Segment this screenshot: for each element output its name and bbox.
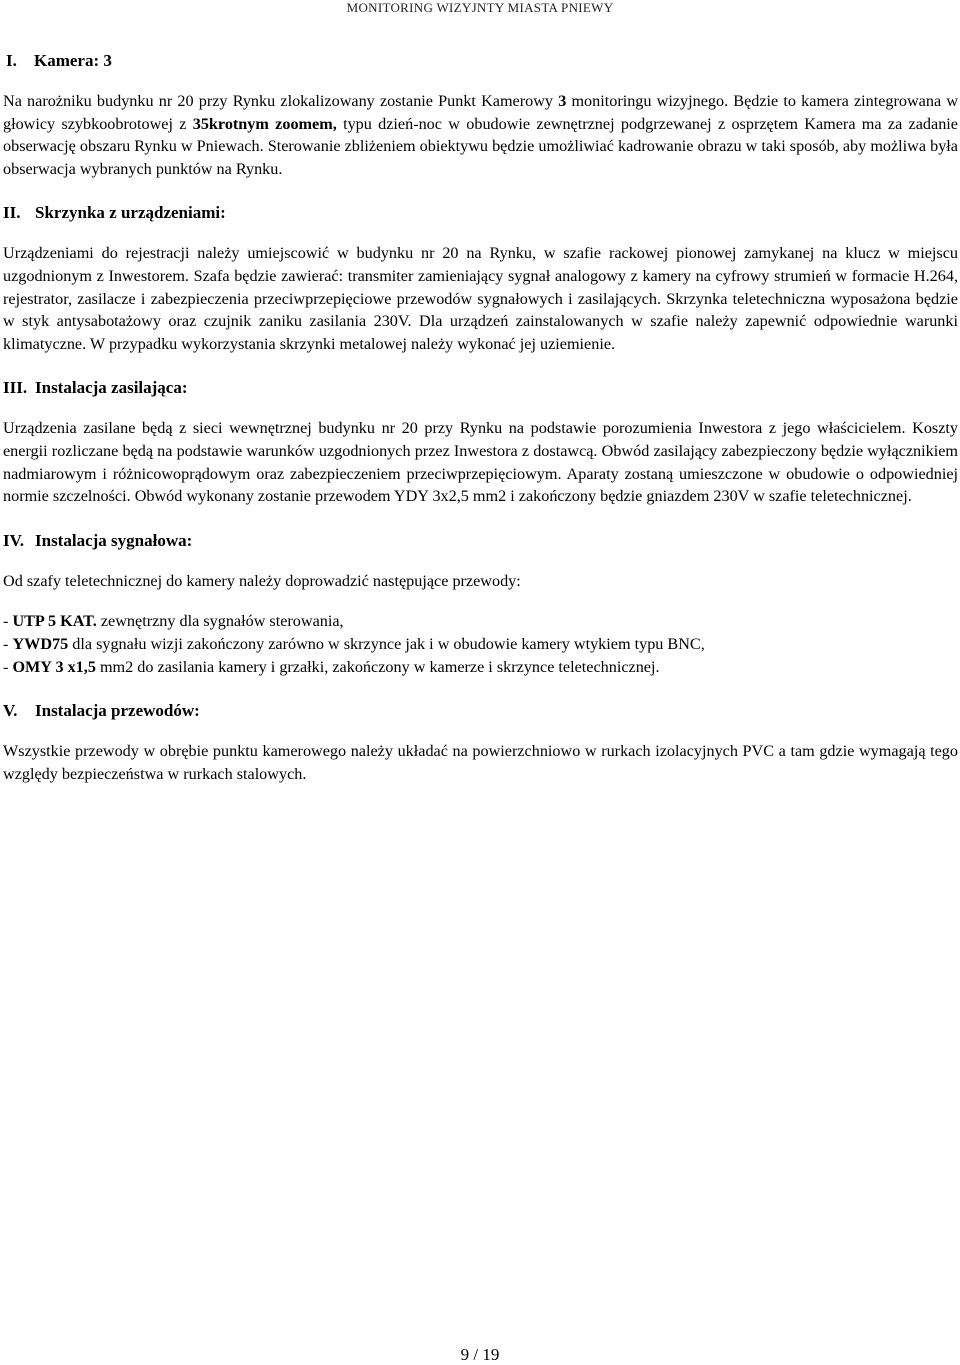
section-number: II. — [3, 203, 21, 223]
list-item — [3, 656, 958, 679]
section-power — [3, 377, 958, 507]
text-run: mm2 do zasilania kamery i grzałki, zakończony w kamerze i skrzynce teletechnicznej. — [95, 657, 660, 676]
section-paragraph: Urządzenia zasilane będą z sieci wewnętrznej budynku nr 20 przy Rynku na podstawie porozumienia Inwestora z jego właścicielem. Koszty energii rozliczane będą na podstawie warunków uzgodnionych przez Inwestora z dostawcą. Obwód zasilający zabezpieczony będzie wyłącznikiem nadmiarowym i różnicowoprądowym oraz zabezpieczeniem przeciwprzepięciowym. Aparaty zostaną umieszczone w obudowie o odpowiedniej normie szczelności. Obwód wykonany zostanie przewodem YDY 3x2,5 mm2 i zakończony będzie gniazdem 230V w szafie teletechnicznej. — [3, 419, 958, 506]
bold-text: UTP 5 KAT. — [12, 612, 97, 631]
section-title: Kamera: 3 — [34, 51, 112, 70]
section-title: Instalacja sygnałowa: — [35, 530, 193, 550]
bold-text: 3 — [558, 92, 567, 110]
section-title: Skrzynka z urządzeniami: — [35, 203, 226, 223]
text-run: dla sygnału wizji zakończony zarówno w skrzynce jak i w obudowie kamery wtykiem typu BNC, — [68, 634, 705, 653]
section-number: IV. — [3, 530, 24, 550]
section-number: III. — [3, 378, 28, 398]
section-heading — [3, 700, 958, 722]
bold-text: OMY 3 x1,5 — [12, 657, 96, 676]
running-header: MONITORING WIZYJNTY MIASTA PNIEWY — [346, 0, 614, 15]
section-paragraph: Wszystkie przewody w obrębie punktu kamerowego należy układać na powierzchniowo w rurkach izolacyjnych PVC a tam gdzie wymagają tego względy bezpieczeństwa w rurkach stalowych. — [3, 742, 958, 783]
section-signal — [3, 530, 958, 678]
list-bullet: - — [3, 612, 13, 631]
section-number: I. — [6, 51, 17, 70]
section-cabling — [3, 700, 958, 785]
list-bullet: - — [3, 657, 13, 676]
section-heading — [3, 377, 958, 399]
page-number: 9 / 19 — [460, 1345, 500, 1364]
text-run: typu dzień-noc w obudowie zewnętrznej podgrzewanej z osprzętem Kamera ma za zadanie obserwację obszaru Rynku w Pniewach. Sterowanie zbliżeniem obiektywu będzie umożliwiać kadrowanie obrazu w taki sposób, aby możliwa była obserwacja wybranych punktów na Rynku. — [3, 114, 958, 178]
section-title: Instalacja zasilająca: — [35, 378, 188, 398]
list-bullet: - — [3, 634, 13, 653]
bold-text: 35krotnym zoomem, — [192, 114, 337, 133]
text-run: monitoringu wizyjnego. Będzie to kamera zintegrowana w głowicy szybkoobrotowej z — [3, 92, 959, 133]
section-heading — [3, 530, 958, 552]
list-item — [3, 610, 958, 633]
document-body — [3, 50, 958, 807]
section-number: V. — [3, 701, 18, 721]
cable-list — [3, 610, 958, 678]
section-title: Instalacja przewodów: — [35, 701, 200, 721]
text-run: Na narożniku budynku nr 20 przy Rynku zlokalizowany zostanie Punkt Kamerowy — [3, 92, 559, 110]
bold-text: YWD75 — [12, 634, 69, 653]
text-run: zewnętrzny dla sygnałów sterowania, — [96, 612, 344, 631]
section-intro: Od szafy teletechnicznej do kamery należy doprowadzić następujące przewody: — [3, 571, 521, 590]
section-paragraph: Urządzeniami do rejestracji należy umiejscowić w budynku nr 20 na Rynku, w szafie rackowej pionowej zamykanej na klucz w miejscu uzgodnionym z Inwestorem. Szafa będzie zawierać: transmiter zamieniający sygnał analogowy z kamery na cyfrowy strumień w formacie H.264, rejestrator, zasilacze i zabezpieczenia przeciwprzepięciowe przewodów sygnałowych i zasilających. Skrzynka teletechniczna wyposażona będzie w styk antysabotażowy oraz czujnik zaniku zasilania 230V. Dla urządzeń zainstalowanych w szafie należy zapewnić odpowiednie warunki klimatyczne. W przypadku wykorzystania skrzynki metalowej należy wykonać jej uziemienie. — [3, 244, 958, 353]
section-paragraph — [3, 90, 958, 180]
section-heading — [3, 202, 958, 224]
section-camera — [3, 50, 958, 180]
section-cabinet — [3, 202, 958, 355]
section-heading — [3, 50, 958, 72]
list-item — [3, 633, 958, 656]
